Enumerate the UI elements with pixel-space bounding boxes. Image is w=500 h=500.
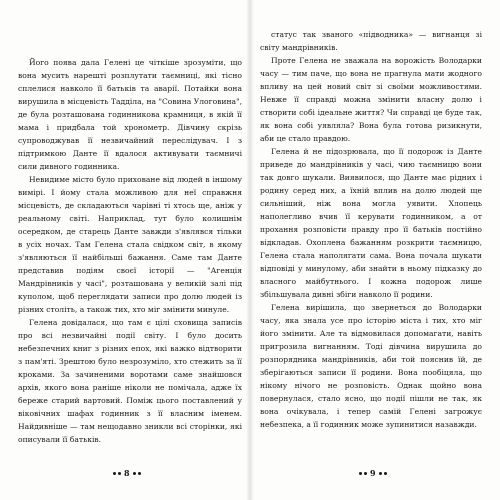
paragraph: Гелена довідалася, що там є цілі сховища записів про всі незвичайні події світу. І було досить небезпечних книг з різних епох, які важко відтворити з пам'яті. Зрештою було незрозуміло, хто стежить за її кроками. За зачиненими воротами саме знайшовся архів, якого вона раніше ніколи не помічала, адже їх береже старий вартовий. Поміж цього поставлений у віковічних шафах годинник з її власним іменем. Найдивніше — там нещодавно зникли всі сторінки, які описували її батьків. — [18, 318, 242, 444]
right-page — [252, 0, 500, 500]
page-number-value: 8 — [124, 468, 131, 478]
paragraph: статус так званого «підводника» — вигнанця зі світу мандрівників. — [260, 30, 482, 52]
right-page-text — [260, 28, 482, 431]
folio-dot-icon — [384, 472, 387, 475]
paragraph: Проте Гелена не зважала на ворожість Володарки часу — тим паче, що вона не прагнула мати жодного впливу на цей новий світ зі своїми можливостями. Невже її справді можна змінити власну долю і створити собі ідеальне життя? Чи справді це буде так, як вона собі уявляла? Вона була готова ризикнути, аби це стало правдою. — [260, 56, 482, 143]
paragraph: Невидиме місто було приховане від людей в іншому вимірі. І йому стала можливою для неї справжня місцевість, де складаються чарівні ті хтось ще, аніж у реальному світі. Наприклад, тут було колишнім осередком, де старець Данте завжди з'являвся тільки в усіх ночах. Там Гелена стала свідком світ, в якому з'являються її найбільші бажання. Саме там Данте представив подіям своєї історії — "Агенція Мандрівників у часі", розташована у великій залі під куполом, щоб переглядати записи про долю людей із різних століть, а також тих, хто міг змінити минуле. — [18, 175, 242, 314]
page-number — [358, 467, 388, 478]
paragraph: Гелена вирішила, що звернеться до Володарки часу, яка знала усе про історію міста і тих, хто міг його змінити. Але та відмовилася допомагати, навіть пригрозила вигнанням. Тоді дівчина вирушила до розпорядника мандрівників, аби той пояснив їй, де зберігаються записи її родини. Вона пообіцяла, що нікому нічого не розповість. Однак щойно вона повернулася, стало ясно, що події пішли не так, як вона очікувала, і тепер самій Гелені загрожує небезпека, а її годинник може зупинитися назавжди. — [260, 303, 482, 429]
page-number-value: 9 — [370, 468, 377, 478]
paragraph: Гелена й не підозрювала, що її подорож із Данте приведе до мандрівників у часі, чию таємницю вони так довго шукали. Виявилося, що Данте має рідних і родину серед них, а їхній вплив на долю людей ще сильніший, ніж вона могла уявити. Хлопець наполегливо вчив її керувати годинником, а от прохання розповісти правду про її батьків постійно відкладав. Охоплена бажанням розкрити таємницю, Гелена стала наполягати сама. Вона почала шукати відповіді у минулому, аби знайти в ньому підказку до власного майбутнього. І кожна подорож лише збільшувала дивні збіги навколо її родини. — [260, 147, 482, 299]
folio-dot-icon — [364, 472, 367, 475]
folio-dot-icon — [359, 472, 362, 475]
folio-dot-icon — [113, 472, 116, 475]
left-page-text — [18, 56, 242, 446]
left-page — [0, 0, 248, 500]
folio-dot-icon — [379, 472, 382, 475]
paragraph: Його поява дала Гелені це чіткіше зрозуміти, що вона мусить нарешті розплутати таємниці, які тісно сплелися навколо її батьків та аварії. Потайки вона вирушила в місцевість Тадділа, на "Совина Улоговина", де була розташована годинникова крамниця, в якій її мама і придбала той хронометр. Дівчину скрізь супроводжував її незвичайний переслідувач. І з підтримкою Данте її вдалося активувати таємничі сили дивного годинника. — [18, 58, 242, 171]
folio-dot-icon — [133, 472, 136, 475]
folio-dot-icon — [118, 472, 121, 475]
page-number — [112, 467, 142, 478]
folio-dot-icon — [138, 472, 141, 475]
